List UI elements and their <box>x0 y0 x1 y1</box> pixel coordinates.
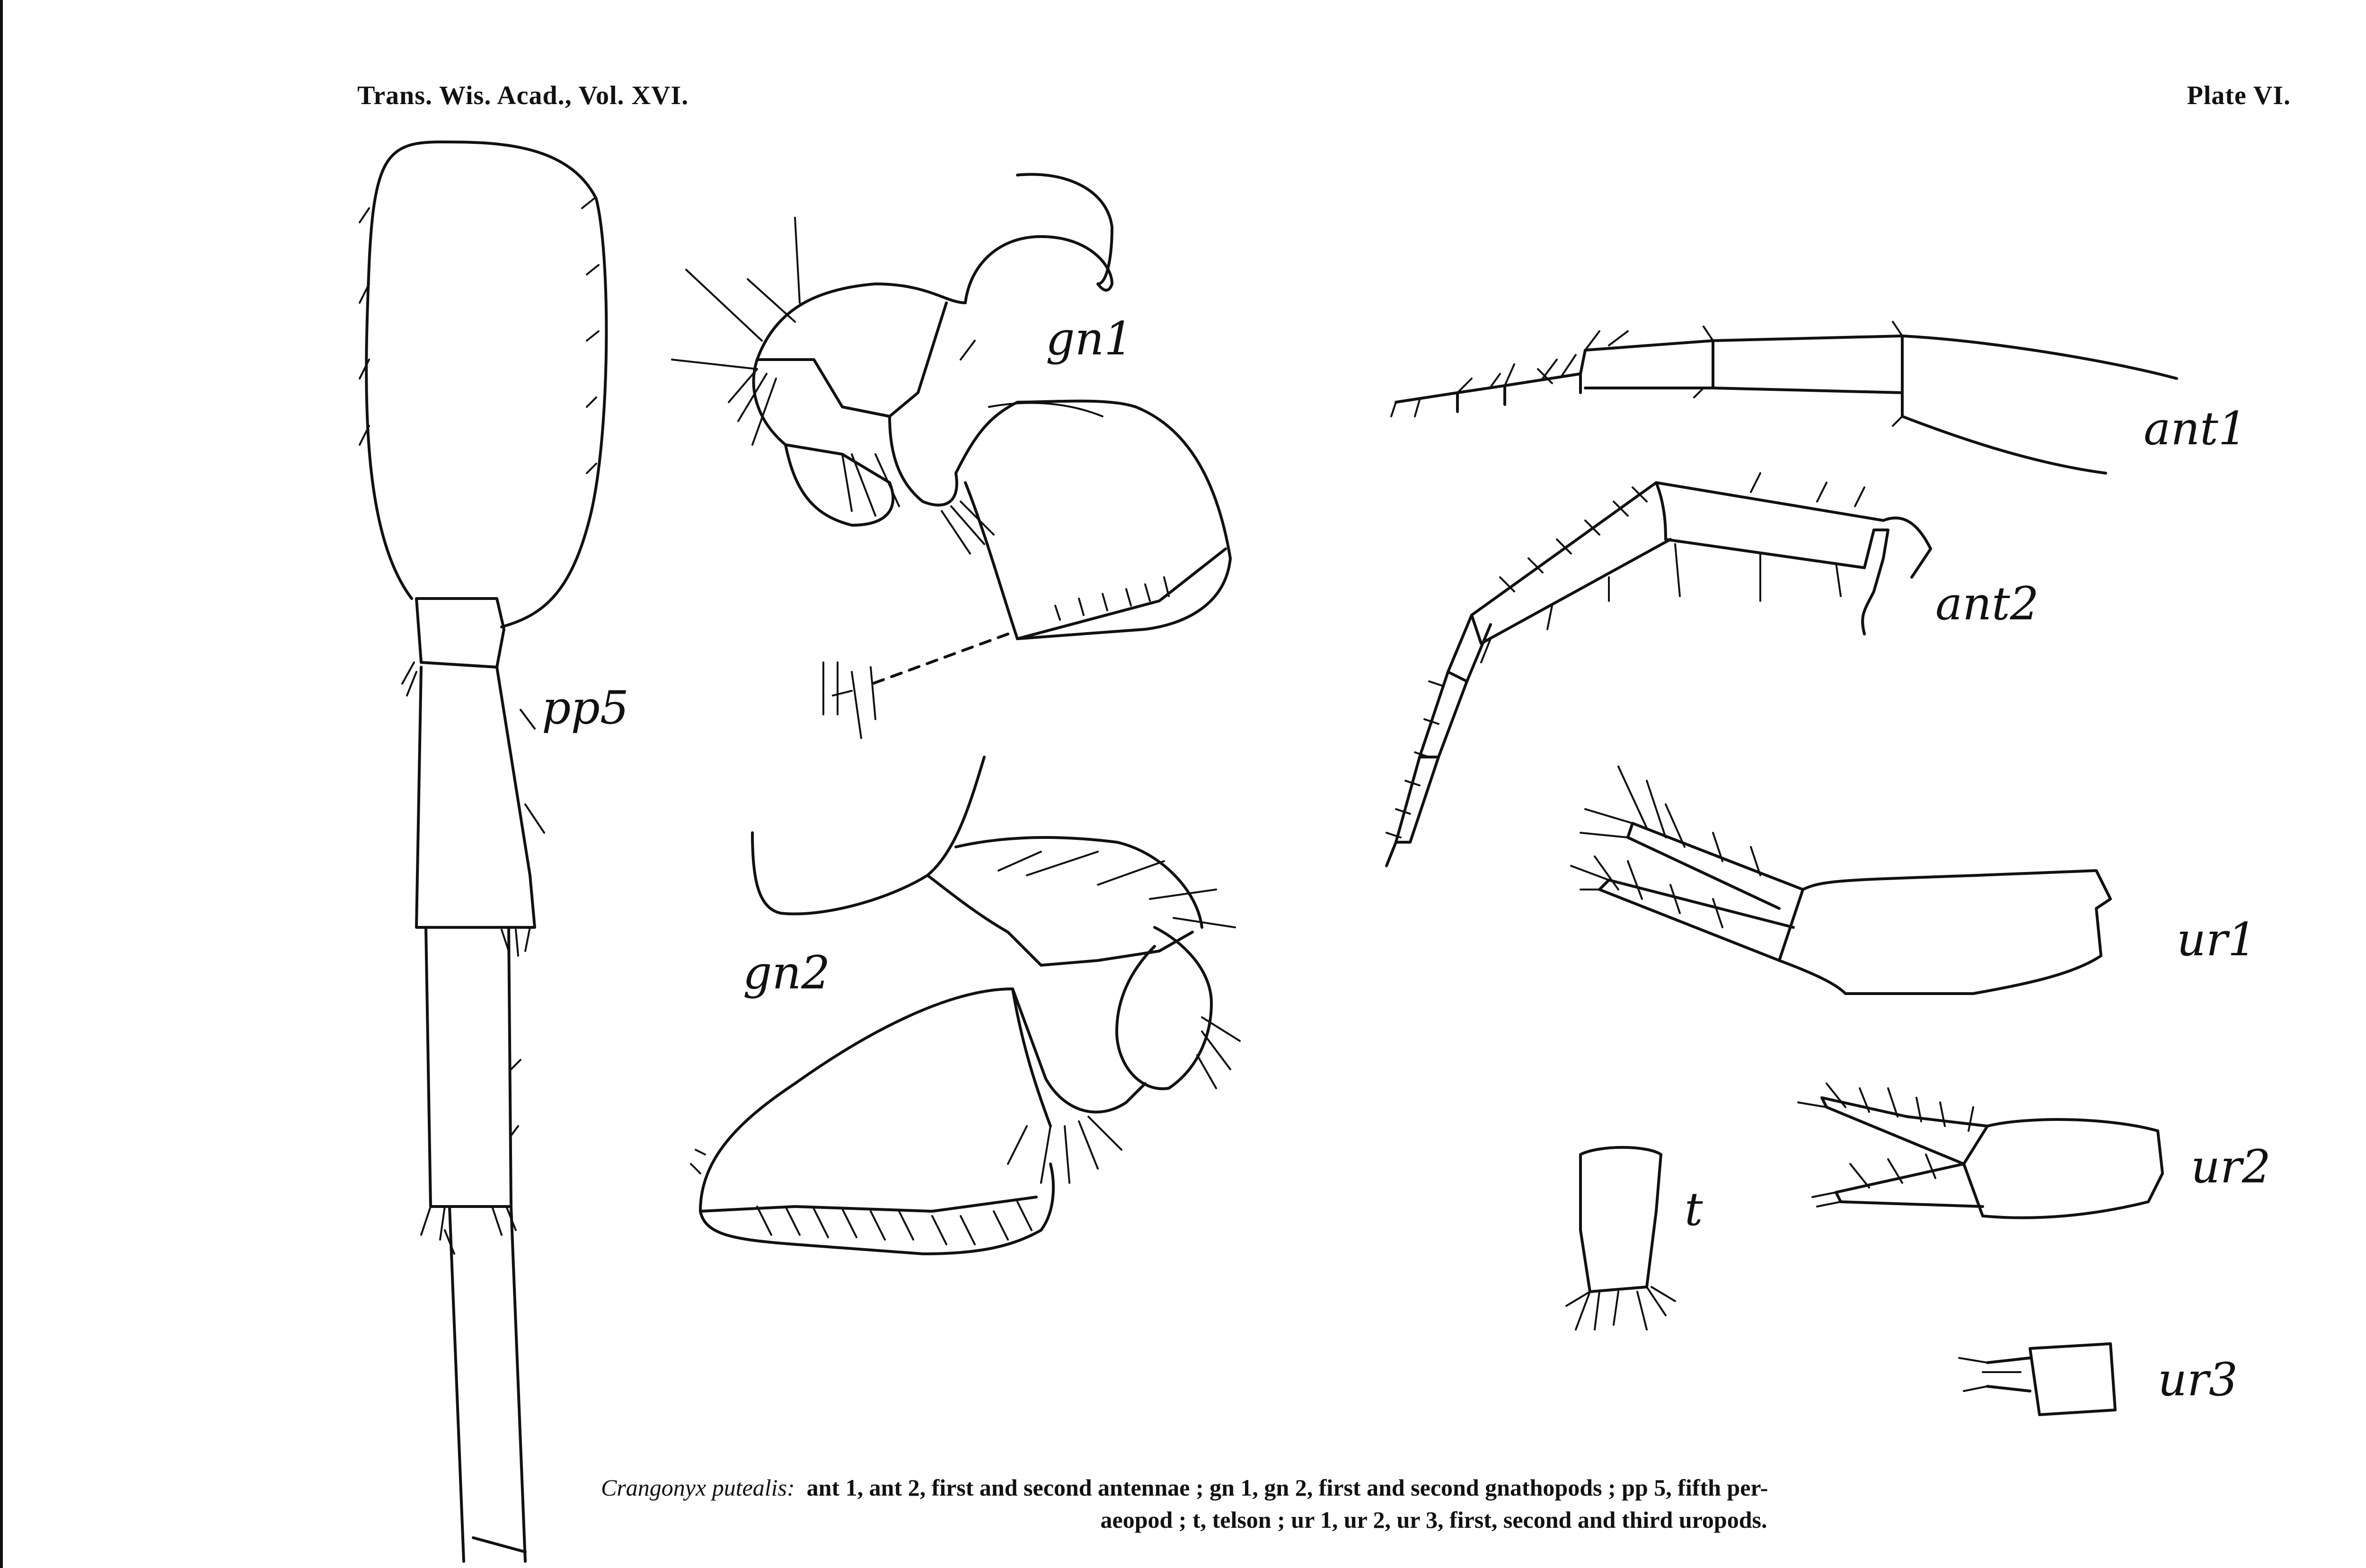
label-ant2: ant2 <box>1935 577 2039 630</box>
drawing-telson <box>1566 1147 1675 1330</box>
label-ur1: ur1 <box>2177 913 2257 966</box>
drawing-ant1 <box>1391 322 2177 473</box>
label-telson: t <box>1685 1183 1703 1236</box>
label-gn2: gn2 <box>743 946 830 999</box>
label-ant1: ant1 <box>2144 402 2247 455</box>
drawing-ant2 <box>1386 473 1931 866</box>
drawing-ur3 <box>1959 1344 2115 1415</box>
journal-header: Trans. Wis. Acad., Vol. XVI. <box>357 81 689 110</box>
label-ur2: ur2 <box>2191 1140 2271 1193</box>
caption-species: Crangonyx putealis: <box>601 1474 795 1501</box>
drawing-gn2 <box>691 757 1240 1254</box>
label-pp5: pp5 <box>542 681 629 734</box>
label-gn1: gn1 <box>1046 312 1133 365</box>
drawing-ur1 <box>1571 766 2110 994</box>
drawing-pp5 <box>360 142 606 1561</box>
drawing-gn1 <box>672 174 1230 738</box>
plate-caption <box>601 1471 2267 1536</box>
plate-number: Plate VI. <box>2187 81 2291 110</box>
drawing-ur2 <box>1798 1084 2163 1218</box>
caption-line-1: ant 1, ant 2, first and second antennae ; gn 1, gn 2, first and second gnathopods ; pp 5, fifth per- <box>806 1474 1768 1501</box>
label-ur3: ur3 <box>2158 1353 2238 1406</box>
caption-line-2: aeopod ; t, telson ; ur 1, ur 2, ur 3, first, second and third uropods. <box>1100 1506 1767 1533</box>
